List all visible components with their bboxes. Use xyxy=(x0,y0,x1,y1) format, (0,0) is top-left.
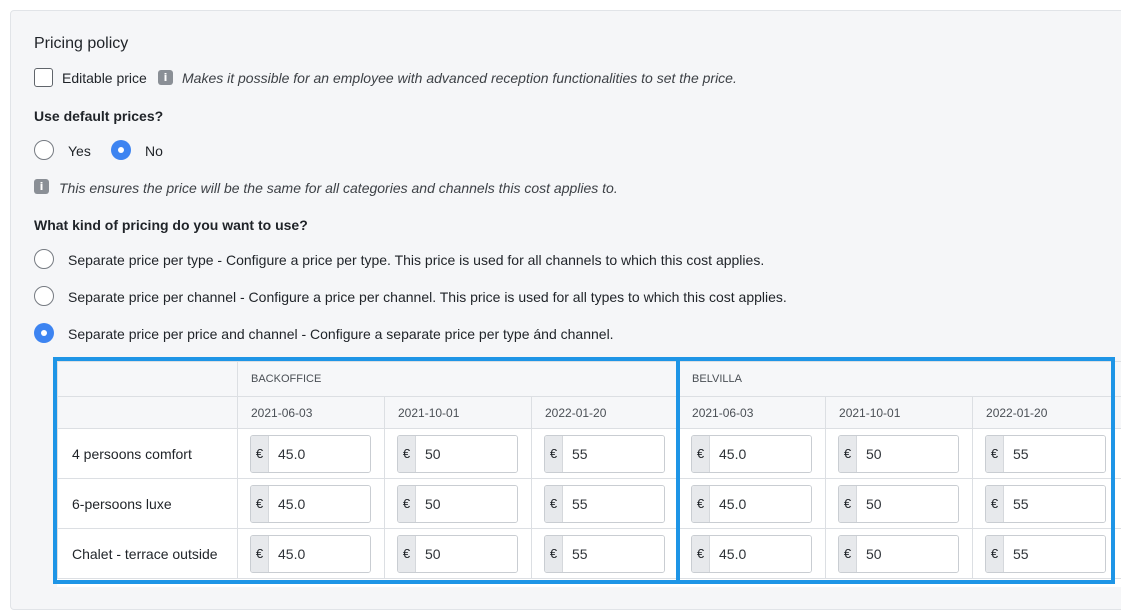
price-cell xyxy=(679,529,826,579)
price-input-group xyxy=(838,535,959,573)
info-icon: i xyxy=(34,179,49,194)
euro-icon: € xyxy=(692,436,710,472)
editable-price-help: Makes it possible for an employee with advanced reception functionalities to set the price. xyxy=(182,70,737,86)
price-input-group xyxy=(250,435,371,473)
price-input-group xyxy=(250,535,371,573)
table-row xyxy=(58,429,1121,479)
price-cell xyxy=(532,529,679,579)
euro-icon: € xyxy=(251,486,269,522)
date-header: 2021-10-01 xyxy=(826,397,973,429)
price-input-group xyxy=(691,535,812,573)
price-input[interactable] xyxy=(857,486,958,522)
price-cell xyxy=(385,479,532,529)
price-input-group xyxy=(544,435,665,473)
row-label: 4 persoons comfort xyxy=(58,429,238,479)
price-input-group xyxy=(250,485,371,523)
euro-icon: € xyxy=(545,486,563,522)
euro-icon: € xyxy=(398,536,416,572)
euro-icon: € xyxy=(839,536,857,572)
price-input-group xyxy=(397,485,518,523)
price-input-group xyxy=(985,435,1106,473)
euro-icon: € xyxy=(398,486,416,522)
price-input[interactable] xyxy=(1004,536,1105,572)
price-input-group xyxy=(544,535,665,573)
price-table xyxy=(57,361,1121,579)
default-prices-no-radio[interactable] xyxy=(111,140,131,160)
price-table-body xyxy=(58,429,1121,579)
price-cell xyxy=(826,479,973,529)
price-input[interactable] xyxy=(269,486,370,522)
price-cell xyxy=(973,479,1121,529)
price-input-group xyxy=(838,485,959,523)
price-cell xyxy=(385,529,532,579)
date-header: 2022-01-20 xyxy=(973,397,1121,429)
pricing-per-channel-label[interactable]: Separate price per channel - Configure a price per channel. This price is used for all types to which this cost applies. xyxy=(68,289,787,305)
price-input[interactable] xyxy=(1004,486,1105,522)
price-cell xyxy=(385,429,532,479)
editable-price-label[interactable]: Editable price xyxy=(62,70,147,86)
price-cell xyxy=(679,429,826,479)
pricing-per-type-label[interactable]: Separate price per type - Configure a price per type. This price is used for all channels to which this cost applies. xyxy=(68,252,764,268)
price-input-group xyxy=(397,435,518,473)
pricing-per-type-and-channel-radio[interactable] xyxy=(34,323,54,343)
price-input[interactable] xyxy=(710,536,811,572)
euro-icon: € xyxy=(545,436,563,472)
price-input[interactable] xyxy=(269,436,370,472)
euro-icon: € xyxy=(986,536,1004,572)
price-input[interactable] xyxy=(563,536,664,572)
euro-icon: € xyxy=(398,436,416,472)
table-row xyxy=(58,479,1121,529)
price-cell xyxy=(826,429,973,479)
price-input-group xyxy=(544,485,665,523)
date-header: 2022-01-20 xyxy=(532,397,679,429)
price-input[interactable] xyxy=(710,486,811,522)
euro-icon: € xyxy=(545,536,563,572)
price-cell xyxy=(826,529,973,579)
default-prices-no-label[interactable]: No xyxy=(145,143,163,159)
price-input-group xyxy=(397,535,518,573)
price-input-group xyxy=(838,435,959,473)
pricing-kind-question: What kind of pricing do you want to use? xyxy=(34,217,308,233)
price-cell xyxy=(679,479,826,529)
default-prices-question: Use default prices? xyxy=(34,108,163,124)
price-cell xyxy=(532,429,679,479)
date-header: 2021-10-01 xyxy=(385,397,532,429)
price-input[interactable] xyxy=(416,486,517,522)
info-icon: i xyxy=(158,70,173,85)
row-label: 6-persoons luxe xyxy=(58,479,238,529)
table-row xyxy=(58,529,1121,579)
price-input-group xyxy=(691,485,812,523)
price-cell xyxy=(238,479,385,529)
price-input[interactable] xyxy=(563,436,664,472)
price-cell xyxy=(973,529,1121,579)
price-input-group xyxy=(985,535,1106,573)
date-header: 2021-06-03 xyxy=(238,397,385,429)
pricing-per-type-radio[interactable] xyxy=(34,249,54,269)
default-prices-yes-label[interactable]: Yes xyxy=(68,143,91,159)
euro-icon: € xyxy=(692,486,710,522)
pricing-per-type-and-channel-label[interactable]: Separate price per price and channel - Configure a separate price per type ánd channel. xyxy=(68,326,614,342)
euro-icon: € xyxy=(839,436,857,472)
euro-icon: € xyxy=(986,486,1004,522)
euro-icon: € xyxy=(251,536,269,572)
corner-cell xyxy=(58,362,238,397)
corner-cell xyxy=(58,397,238,429)
price-input[interactable] xyxy=(1004,436,1105,472)
price-cell xyxy=(238,429,385,479)
date-header: 2021-06-03 xyxy=(679,397,826,429)
price-input[interactable] xyxy=(269,536,370,572)
channel-header-belvilla: BELVILLA xyxy=(679,362,1121,397)
default-prices-yes-radio[interactable] xyxy=(34,140,54,160)
price-cell xyxy=(973,429,1121,479)
price-input[interactable] xyxy=(857,436,958,472)
price-cell xyxy=(238,529,385,579)
default-prices-help: This ensures the price will be the same for all categories and channels this cost applies to. xyxy=(59,180,618,196)
price-input[interactable] xyxy=(563,486,664,522)
euro-icon: € xyxy=(251,436,269,472)
price-input-group xyxy=(691,435,812,473)
section-title: Pricing policy xyxy=(34,35,128,53)
pricing-per-channel-radio[interactable] xyxy=(34,286,54,306)
price-input[interactable] xyxy=(416,536,517,572)
euro-icon: € xyxy=(692,536,710,572)
price-cell xyxy=(532,479,679,529)
euro-icon: € xyxy=(839,486,857,522)
editable-price-checkbox[interactable] xyxy=(34,68,53,87)
price-input[interactable] xyxy=(416,436,517,472)
row-label: Chalet - terrace outside xyxy=(58,529,238,579)
euro-icon: € xyxy=(986,436,1004,472)
price-input[interactable] xyxy=(710,436,811,472)
price-input[interactable] xyxy=(857,536,958,572)
price-input-group xyxy=(985,485,1106,523)
price-table-container xyxy=(57,361,1121,587)
channel-header-backoffice: BACKOFFICE xyxy=(238,362,679,397)
